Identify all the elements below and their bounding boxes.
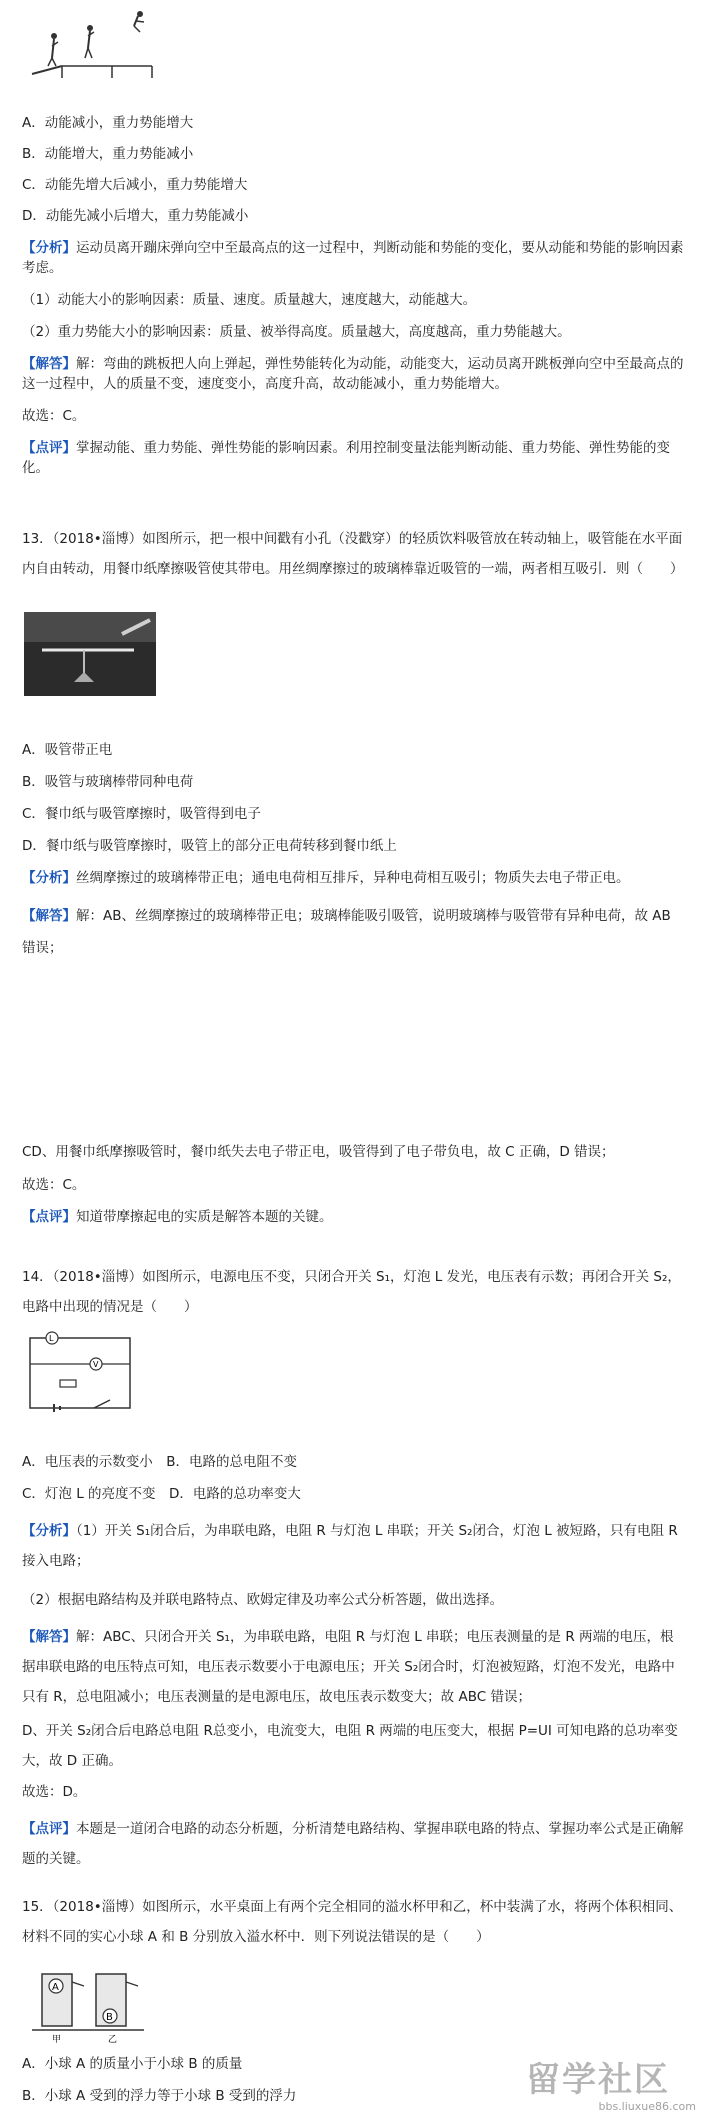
ball-b-label: B xyxy=(106,2012,113,2023)
analysis-text: 丝绸摩擦过的玻璃棒带正电；通电电荷相互排斥，异种电荷相互吸引；物质失去电子带正电。 xyxy=(76,870,630,886)
analysis-text: （1）开关 S₁闭合后，为串联电路，电阻 R 与灯泡 L 串联；开关 S₂闭合，灯泡 L 被短路，只有电阻 R 接入电路； xyxy=(22,1523,678,1569)
q14-analysis-point-2: （2）根据电路结构及并联电路特点、欧姆定律及功率公式分析答题，做出选择。 xyxy=(22,1592,504,1608)
q14-analysis xyxy=(22,1516,684,1576)
cup-yi-label: 乙 xyxy=(108,2035,118,2045)
watermark-sub-text: bbs.liuxue86.com xyxy=(598,2100,696,2113)
answer-tag: 【解答】 xyxy=(22,356,76,372)
watermark-main-text: 留学社区 xyxy=(526,2060,670,2100)
overflow-cups-figure xyxy=(24,1960,174,2046)
q13-option-c: C．餐巾纸与吸管摩擦时，吸管得到电子 xyxy=(22,806,261,822)
q13-stem: 13．（2018•淄博）如图所示，把一根中间戳有小孔（没戳穿）的轻质饮料吸管放在转动轴上，吸管能在水平面内自由转动，用餐巾纸摩擦吸管使其带电。用丝绸摩擦过的玻璃棒靠近吸管的一端，两者相互吸引．则（ ） xyxy=(22,531,684,577)
answer-tag: 【解答】 xyxy=(22,908,76,924)
ball-a-label: A xyxy=(52,1982,59,1993)
q12-analysis xyxy=(22,238,684,278)
answer-text: 解：弯曲的跳板把人向上弹起，弹性势能转化为动能，动能变大，运动员离开跳板弹向空中至最高点的这一过程中，人的质量不变，速度变小，高度升高，故动能减小，重力势能增大。 xyxy=(22,356,684,392)
answer-text: 解：AB、丝绸摩擦过的玻璃棒带正电；玻璃棒能吸引吸管，说明玻璃棒与吸管带有异种电荷，故 AB 错误； xyxy=(22,908,671,956)
straw-photo xyxy=(24,612,156,696)
q12-option-d: D．动能先减小后增大，重力势能减小 xyxy=(22,208,249,224)
trampoline-figure xyxy=(22,6,172,86)
q14-choose: 故选：D。 xyxy=(22,1784,87,1800)
q13-analysis xyxy=(22,868,684,888)
q13-option-a: A．吸管带正电 xyxy=(22,742,113,758)
q15-stem: 15．（2018•淄博）如图所示，水平桌面上有两个完全相同的溢水杯甲和乙，杯中装满了水，将两个体积相同、材料不同的实心小球 A 和 B 分别放入溢水杯中．则下列说法错误的是（ ） xyxy=(22,1899,683,1945)
review-text: 本题是一道闭合电路的动态分析题，分析清楚电路结构、掌握串联电路的特点、掌握功率公式是正确解题的关键。 xyxy=(22,1821,684,1867)
analysis-tag: 【分析】 xyxy=(22,1523,76,1539)
q13-answer xyxy=(22,900,684,964)
answer-text: 解：ABC、只闭合开关 S₁，为串联电路，电阻 R 与灯泡 L 串联；电压表测量的是 R 两端的电压，根据串联电路的电压特点可知，电压表示数要小于电源电压；开关 S₂闭合时，灯泡被短路，灯泡不发光，电路中只有 R，总电阻减小；电压表测量的是电源电压，故电压表示数变大；故 ABC 错误； xyxy=(22,1629,675,1705)
q13-option-d: D．餐巾纸与吸管摩擦时，吸管上的部分正电荷转移到餐巾纸上 xyxy=(22,838,397,854)
analysis-tag: 【分析】 xyxy=(22,870,76,886)
q12-option-b: B．动能增大，重力势能减小 xyxy=(22,146,194,162)
circuit-diagram xyxy=(24,1330,144,1418)
q12-answer xyxy=(22,354,684,394)
q14-answer-d: D、开关 S₂闭合后电路总电阻 R总变小，电流变大，电阻 R 两端的电压变大，根据 P=UI 可知电路的总功率变大，故 D 正确。 xyxy=(22,1723,678,1769)
q14-options-row-1: A．电压表的示数变小 B．电路的总电阻不变 xyxy=(22,1454,297,1470)
q12-analysis-point-1: （1）动能大小的影响因素：质量、速度。质量越大，速度越大，动能越大。 xyxy=(22,292,477,308)
q12-option-a: A．动能减小，重力势能增大 xyxy=(22,115,194,131)
svg-text:L: L xyxy=(49,1334,54,1343)
q13-review xyxy=(22,1207,684,1227)
cup-jia-label: 甲 xyxy=(52,2035,62,2045)
q12-choose: 故选：C。 xyxy=(22,408,86,424)
q15-option-a: A．小球 A 的质量小于小球 B 的质量 xyxy=(22,2056,243,2072)
q15-option-b: B．小球 A 受到的浮力等于小球 B 受到的浮力 xyxy=(22,2088,297,2104)
review-tag: 【点评】 xyxy=(22,440,76,456)
svg-text:V: V xyxy=(93,1360,99,1369)
analysis-text: 运动员离开蹦床弹向空中至最高点的这一过程中，判断动能和势能的变化，要从动能和势能的影响因素考虑。 xyxy=(22,240,684,276)
q14-answer xyxy=(22,1622,684,1712)
analysis-tag: 【分析】 xyxy=(22,240,76,256)
watermark-logo xyxy=(526,2060,696,2120)
q12-review xyxy=(22,438,684,478)
q12-analysis-point-2: （2）重力势能大小的影响因素：质量、被举得高度。质量越大，高度越高，重力势能越大。 xyxy=(22,324,571,340)
q13-option-b: B．吸管与玻璃棒带同种电荷 xyxy=(22,774,194,790)
q14-options-row-2: C．灯泡 L 的亮度不变 D．电路的总功率变大 xyxy=(22,1486,301,1502)
review-tag: 【点评】 xyxy=(22,1209,76,1225)
q13-answer-cd: CD、用餐巾纸摩擦吸管时，餐巾纸失去电子带正电，吸管得到了电子带负电，故 C 正确，D 错误； xyxy=(22,1144,615,1160)
q12-option-c: C．动能先增大后减小，重力势能增大 xyxy=(22,177,248,193)
q14-review xyxy=(22,1814,684,1874)
review-text: 掌握动能、重力势能、弹性势能的影响因素。利用控制变量法能判断动能、重力势能、弹性势能的变化。 xyxy=(22,440,670,476)
answer-tag: 【解答】 xyxy=(22,1629,76,1645)
review-text: 知道带摩擦起电的实质是解答本题的关键。 xyxy=(76,1209,333,1225)
q14-stem: 14．（2018•淄博）如图所示，电源电压不变，只闭合开关 S₁，灯泡 L 发光，电压表有示数；再闭合开关 S₂，电路中出现的情况是（ ） xyxy=(22,1269,681,1315)
q13-choose: 故选：C。 xyxy=(22,1177,86,1193)
review-tag: 【点评】 xyxy=(22,1821,76,1837)
